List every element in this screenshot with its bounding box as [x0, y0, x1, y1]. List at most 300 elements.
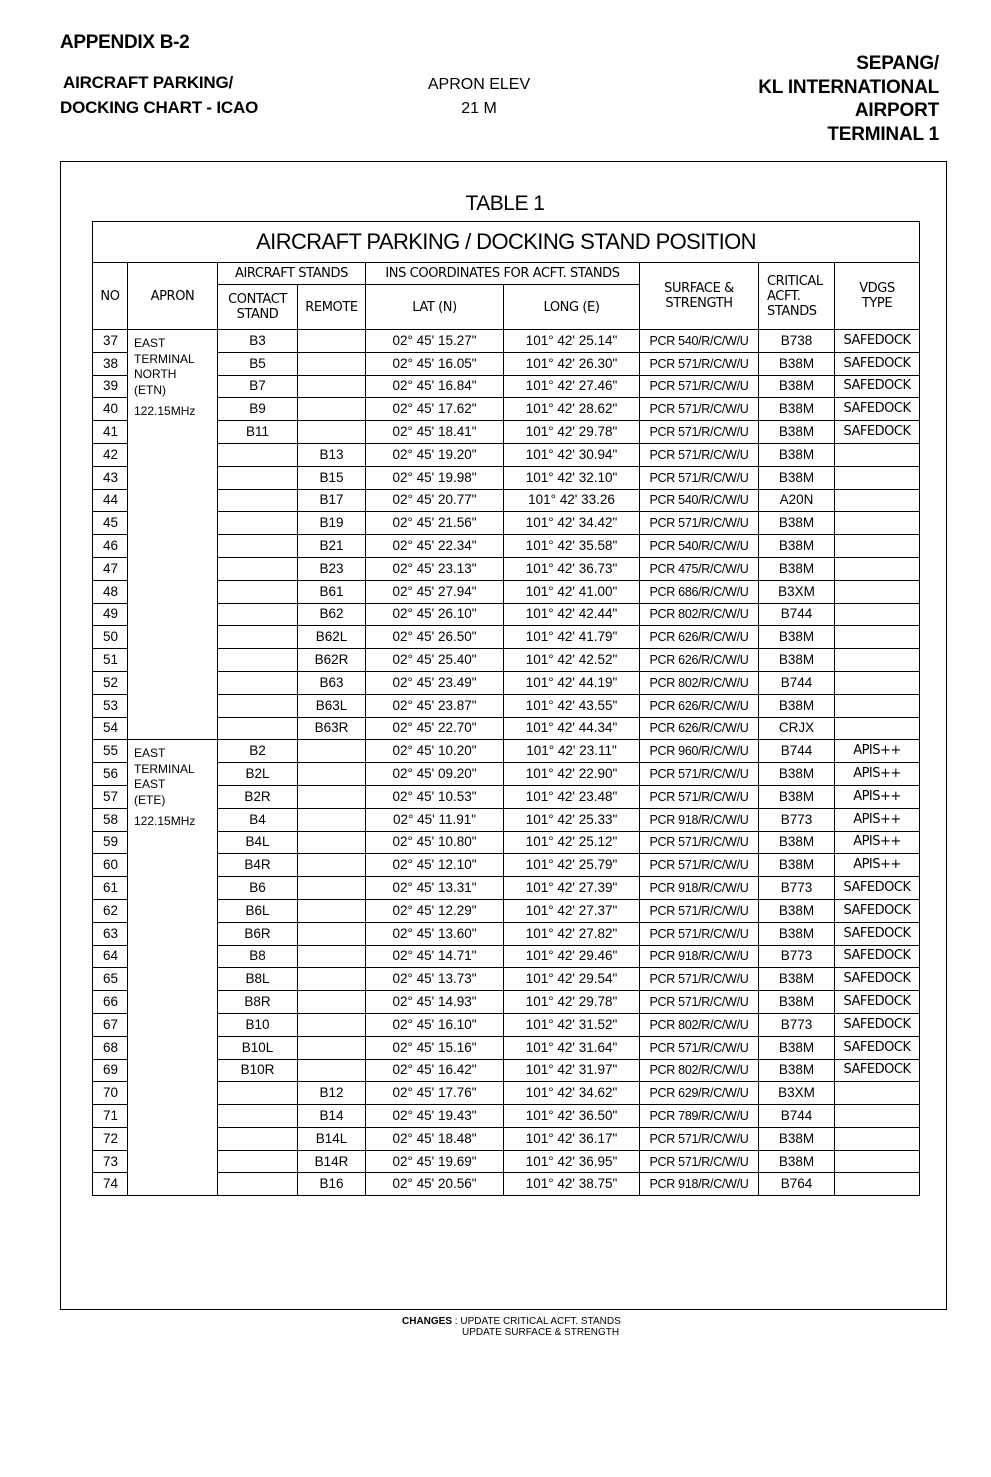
stand-number: 47: [93, 557, 128, 580]
cell-lat: 02° 45' 27.94": [366, 580, 504, 603]
cell-lat: 02° 45' 15.27": [366, 330, 504, 353]
cell-surface: PCR 571/R/C/W/U: [640, 398, 759, 421]
cell-remote: [298, 785, 366, 808]
cell-contact: B7: [218, 375, 298, 398]
cell-remote: B62: [298, 603, 366, 626]
cell-surface: PCR 571/R/C/W/U: [640, 831, 759, 854]
cell-surface: PCR 571/R/C/W/U: [640, 1150, 759, 1173]
cell-critical: B38M: [759, 854, 835, 877]
cell-contact: [218, 1150, 298, 1173]
cell-critical: B38M: [759, 649, 835, 672]
cell-vdgs: [835, 489, 920, 512]
cell-vdgs: [835, 580, 920, 603]
cell-contact: [218, 1082, 298, 1105]
cell-surface: PCR 571/R/C/W/U: [640, 421, 759, 444]
cell-long: 101° 42' 31.52": [504, 1013, 640, 1036]
cell-long: 101° 42' 23.48": [504, 785, 640, 808]
cell-long: 101° 42' 25.12": [504, 831, 640, 854]
cell-lat: 02° 45' 12.29": [366, 899, 504, 922]
cell-contact: B8L: [218, 968, 298, 991]
cell-remote: [298, 1013, 366, 1036]
cell-contact: B4R: [218, 854, 298, 877]
cell-critical: B744: [759, 603, 835, 626]
cell-vdgs: [835, 466, 920, 489]
cell-vdgs: APIS++: [835, 831, 920, 854]
cell-critical: B38M: [759, 375, 835, 398]
cell-vdgs: APIS++: [835, 763, 920, 786]
cell-remote: [298, 899, 366, 922]
stand-number: 42: [93, 443, 128, 466]
cell-remote: B13: [298, 443, 366, 466]
cell-long: 101° 42' 32.10": [504, 466, 640, 489]
cell-remote: [298, 763, 366, 786]
cell-critical: B38M: [759, 626, 835, 649]
cell-remote: B14R: [298, 1150, 366, 1173]
cell-long: 101° 42' 29.46": [504, 945, 640, 968]
apron-name-line: EAST: [134, 336, 166, 350]
col-header-critical: CRITICAL ACFT. STANDS: [759, 263, 835, 330]
cell-remote: [298, 740, 366, 763]
cell-vdgs: SAFEDOCK: [835, 991, 920, 1014]
col-header-lat: LAT (N): [366, 285, 504, 330]
stand-number: 52: [93, 671, 128, 694]
cell-long: 101° 42' 29.54": [504, 968, 640, 991]
cell-surface: PCR 626/R/C/W/U: [640, 717, 759, 740]
stand-number: 53: [93, 694, 128, 717]
cell-remote: B19: [298, 512, 366, 535]
cell-contact: B2L: [218, 763, 298, 786]
table-row: [93, 398, 920, 421]
cell-contact: B8: [218, 945, 298, 968]
table-row: [93, 717, 920, 740]
cell-contact: B10L: [218, 1036, 298, 1059]
stand-number: 41: [93, 421, 128, 444]
cell-critical: B38M: [759, 1059, 835, 1082]
cell-surface: PCR 540/R/C/W/U: [640, 330, 759, 353]
cell-lat: 02° 45' 19.69": [366, 1150, 504, 1173]
cell-critical: B773: [759, 945, 835, 968]
cell-contact: [218, 649, 298, 672]
stand-number: 55: [93, 740, 128, 763]
cell-contact: B2R: [218, 785, 298, 808]
cell-contact: [218, 489, 298, 512]
cell-lat: 02° 45' 20.56": [366, 1173, 504, 1196]
table-row: [93, 1127, 920, 1150]
cell-surface: PCR 571/R/C/W/U: [640, 375, 759, 398]
cell-critical: B38M: [759, 968, 835, 991]
cell-long: 101° 42' 23.11": [504, 740, 640, 763]
cell-contact: [218, 1173, 298, 1196]
cell-contact: [218, 535, 298, 558]
table-row: [93, 489, 920, 512]
cell-vdgs: SAFEDOCK: [835, 375, 920, 398]
stand-number: 51: [93, 649, 128, 672]
cell-contact: B6R: [218, 922, 298, 945]
cell-remote: B21: [298, 535, 366, 558]
cell-vdgs: SAFEDOCK: [835, 945, 920, 968]
cell-lat: 02° 45' 19.20": [366, 443, 504, 466]
cell-surface: PCR 802/R/C/W/U: [640, 1059, 759, 1082]
cell-remote: B17: [298, 489, 366, 512]
col-header-remote: REMOTE: [298, 285, 366, 330]
cell-lat: 02° 45' 19.98": [366, 466, 504, 489]
cell-vdgs: [835, 443, 920, 466]
cell-lat: 02° 45' 17.62": [366, 398, 504, 421]
cell-vdgs: [835, 603, 920, 626]
cell-remote: B62L: [298, 626, 366, 649]
cell-critical: B38M: [759, 831, 835, 854]
stand-number: 67: [93, 1013, 128, 1036]
cell-remote: [298, 375, 366, 398]
changes-note: [402, 1316, 621, 1338]
col-header-aircraft-stands: AIRCRAFT STANDS: [218, 263, 366, 285]
cell-lat: 02° 45' 22.34": [366, 535, 504, 558]
cell-critical: B38M: [759, 557, 835, 580]
cell-surface: PCR 571/R/C/W/U: [640, 443, 759, 466]
cell-vdgs: [835, 1127, 920, 1150]
cell-lat: 02° 45' 14.93": [366, 991, 504, 1014]
cell-critical: CRJX: [759, 717, 835, 740]
cell-remote: B63: [298, 671, 366, 694]
cell-critical: B38M: [759, 694, 835, 717]
apron-cell: [128, 330, 218, 740]
table-row: [93, 352, 920, 375]
cell-vdgs: [835, 671, 920, 694]
chart-title: [60, 70, 258, 120]
stand-number: 45: [93, 512, 128, 535]
cell-long: 101° 42' 27.39": [504, 877, 640, 900]
cell-long: 101° 42' 34.62": [504, 1082, 640, 1105]
cell-critical: B38M: [759, 398, 835, 421]
airport-name: [758, 52, 939, 146]
cell-lat: 02° 45' 20.77": [366, 489, 504, 512]
changes-line2: UPDATE SURFACE & STRENGTH: [462, 1327, 620, 1338]
changes-line1: : UPDATE CRITICAL ACFT. STANDS: [454, 1316, 621, 1327]
cell-contact: B9: [218, 398, 298, 421]
cell-long: 101° 42' 25.79": [504, 854, 640, 877]
cell-lat: 02° 45' 25.40": [366, 649, 504, 672]
cell-contact: [218, 512, 298, 535]
cell-remote: B14L: [298, 1127, 366, 1150]
apron-frequency: 122.15MHz: [134, 404, 196, 418]
cell-vdgs: [835, 694, 920, 717]
cell-long: 101° 42' 36.50": [504, 1105, 640, 1128]
cell-vdgs: APIS++: [835, 740, 920, 763]
cell-lat: 02° 45' 23.49": [366, 671, 504, 694]
cell-lat: 02° 45' 13.60": [366, 922, 504, 945]
table-row: [93, 831, 920, 854]
cell-lat: 02° 45' 21.56": [366, 512, 504, 535]
airport-line4: TERMINAL 1: [827, 123, 939, 145]
cell-long: 101° 42' 29.78": [504, 991, 640, 1014]
cell-remote: [298, 808, 366, 831]
cell-surface: PCR 571/R/C/W/U: [640, 352, 759, 375]
apron-elev-label: APRON ELEV: [427, 76, 531, 93]
cell-long: 101° 42' 25.14": [504, 330, 640, 353]
cell-contact: B4: [218, 808, 298, 831]
cell-critical: B38M: [759, 421, 835, 444]
stand-number: 50: [93, 626, 128, 649]
stand-position-table: [92, 221, 920, 1196]
apron-name-line: EAST: [134, 777, 166, 792]
cell-long: 101° 42' 44.19": [504, 671, 640, 694]
table-row: [93, 785, 920, 808]
cell-remote: B14: [298, 1105, 366, 1128]
apron-name-line: NORTH: [134, 367, 177, 381]
cell-remote: [298, 398, 366, 421]
cell-lat: 02° 45' 10.53": [366, 785, 504, 808]
cell-surface: PCR 802/R/C/W/U: [640, 603, 759, 626]
cell-long: 101° 42' 31.97": [504, 1059, 640, 1082]
cell-vdgs: [835, 717, 920, 740]
cell-vdgs: [835, 649, 920, 672]
cell-contact: [218, 443, 298, 466]
cell-long: 101° 42' 26.30": [504, 352, 640, 375]
cell-lat: 02° 45' 09.20": [366, 763, 504, 786]
stand-number: 64: [93, 945, 128, 968]
stand-number: 69: [93, 1059, 128, 1082]
cell-surface: PCR 571/R/C/W/U: [640, 1036, 759, 1059]
cell-surface: PCR 802/R/C/W/U: [640, 1013, 759, 1036]
cell-remote: B63R: [298, 717, 366, 740]
col-header-no: NO: [93, 263, 128, 330]
cell-critical: B738: [759, 330, 835, 353]
stand-number: 37: [93, 330, 128, 353]
cell-critical: B3XM: [759, 1082, 835, 1105]
airport-line2: KL INTERNATIONAL: [758, 76, 939, 98]
cell-contact: [218, 603, 298, 626]
cell-remote: B62R: [298, 649, 366, 672]
table-row: [93, 1150, 920, 1173]
cell-contact: B4L: [218, 831, 298, 854]
cell-lat: 02° 45' 19.43": [366, 1105, 504, 1128]
table-row: [93, 945, 920, 968]
chart-title-line2: DOCKING CHART - ICAO: [60, 98, 259, 117]
cell-lat: 02° 45' 16.10": [366, 1013, 504, 1036]
stand-number: 66: [93, 991, 128, 1014]
cell-contact: [218, 671, 298, 694]
cell-critical: B38M: [759, 1150, 835, 1173]
table-row: [93, 626, 920, 649]
cell-long: 101° 42' 27.46": [504, 375, 640, 398]
cell-critical: B773: [759, 1013, 835, 1036]
cell-vdgs: SAFEDOCK: [835, 877, 920, 900]
cell-remote: [298, 1036, 366, 1059]
cell-surface: PCR 571/R/C/W/U: [640, 854, 759, 877]
cell-contact: B11: [218, 421, 298, 444]
cell-lat: 02° 45' 26.10": [366, 603, 504, 626]
cell-long: 101° 42' 27.82": [504, 922, 640, 945]
cell-critical: B38M: [759, 1036, 835, 1059]
stand-number: 73: [93, 1150, 128, 1173]
cell-lat: 02° 45' 23.13": [366, 557, 504, 580]
cell-surface: PCR 626/R/C/W/U: [640, 649, 759, 672]
cell-critical: B38M: [759, 535, 835, 558]
table-label: TABLE 1: [465, 192, 545, 215]
cell-critical: B38M: [759, 899, 835, 922]
cell-surface: PCR 686/R/C/W/U: [640, 580, 759, 603]
apron-elev-value: 21 M: [461, 100, 497, 117]
cell-long: 101° 42' 43.55": [504, 694, 640, 717]
table-row: [93, 922, 920, 945]
cell-lat: 02° 45' 14.71": [366, 945, 504, 968]
cell-long: 101° 42' 35.58": [504, 535, 640, 558]
cell-remote: [298, 854, 366, 877]
table-row: [93, 466, 920, 489]
table-row: [93, 1173, 920, 1196]
chart-title-line1: AIRCRAFT PARKING/: [63, 73, 234, 92]
cell-contact: [218, 626, 298, 649]
stand-number: 71: [93, 1105, 128, 1128]
col-header-apron: APRON: [128, 263, 218, 330]
cell-surface: PCR 540/R/C/W/U: [640, 489, 759, 512]
table-row: [93, 899, 920, 922]
stand-number: 38: [93, 352, 128, 375]
cell-critical: B744: [759, 671, 835, 694]
cell-contact: [218, 717, 298, 740]
cell-lat: 02° 45' 18.48": [366, 1127, 504, 1150]
table-row: [93, 1082, 920, 1105]
table-row: [93, 694, 920, 717]
cell-vdgs: APIS++: [835, 854, 920, 877]
stand-number: 57: [93, 785, 128, 808]
cell-critical: B38M: [759, 785, 835, 808]
cell-long: 101° 42' 36.17": [504, 1127, 640, 1150]
cell-vdgs: SAFEDOCK: [835, 398, 920, 421]
cell-vdgs: SAFEDOCK: [835, 421, 920, 444]
cell-surface: PCR 475/R/C/W/U: [640, 557, 759, 580]
cell-surface: PCR 571/R/C/W/U: [640, 968, 759, 991]
cell-long: 101° 42' 30.94": [504, 443, 640, 466]
table-row: [93, 1105, 920, 1128]
cell-remote: B15: [298, 466, 366, 489]
cell-contact: B5: [218, 352, 298, 375]
cell-surface: PCR 571/R/C/W/U: [640, 466, 759, 489]
table-row: [93, 740, 920, 763]
airport-line1: SEPANG/: [856, 53, 939, 74]
cell-long: 101° 42' 22.90": [504, 763, 640, 786]
cell-long: 101° 42' 36.95": [504, 1150, 640, 1173]
cell-surface: PCR 626/R/C/W/U: [640, 694, 759, 717]
cell-contact: [218, 694, 298, 717]
cell-remote: [298, 831, 366, 854]
cell-vdgs: [835, 1150, 920, 1173]
cell-lat: 02° 45' 10.80": [366, 831, 504, 854]
cell-critical: B3XM: [759, 580, 835, 603]
cell-vdgs: [835, 1173, 920, 1196]
cell-vdgs: SAFEDOCK: [835, 1013, 920, 1036]
cell-long: 101° 42' 44.34": [504, 717, 640, 740]
stand-number: 60: [93, 854, 128, 877]
cell-remote: B23: [298, 557, 366, 580]
cell-remote: [298, 330, 366, 353]
cell-lat: 02° 45' 26.50": [366, 626, 504, 649]
table-row: [93, 375, 920, 398]
col-header-long: LONG (E): [504, 285, 640, 330]
stand-number: 61: [93, 877, 128, 900]
apron-name-line: TERMINAL: [134, 351, 195, 366]
cell-contact: B8R: [218, 991, 298, 1014]
cell-remote: B61: [298, 580, 366, 603]
cell-lat: 02° 45' 17.76": [366, 1082, 504, 1105]
cell-vdgs: SAFEDOCK: [835, 968, 920, 991]
cell-long: 101° 42' 38.75": [504, 1173, 640, 1196]
cell-remote: [298, 352, 366, 375]
cell-surface: PCR 571/R/C/W/U: [640, 899, 759, 922]
apron-name-line: (ETE): [134, 792, 166, 807]
cell-critical: B38M: [759, 352, 835, 375]
cell-critical: B773: [759, 877, 835, 900]
cell-remote: [298, 877, 366, 900]
cell-remote: [298, 968, 366, 991]
cell-remote: B63L: [298, 694, 366, 717]
apron-frequency: 122.15MHz: [134, 814, 196, 829]
col-header-surface: SURFACE & STRENGTH: [640, 263, 759, 330]
table-row: [93, 603, 920, 626]
cell-lat: 02° 45' 10.20": [366, 740, 504, 763]
apron-cell: [128, 740, 218, 1196]
cell-vdgs: SAFEDOCK: [835, 1059, 920, 1082]
stand-number: 72: [93, 1127, 128, 1150]
cell-surface: PCR 918/R/C/W/U: [640, 808, 759, 831]
cell-long: 101° 42' 34.42": [504, 512, 640, 535]
cell-vdgs: [835, 557, 920, 580]
stand-number: 48: [93, 580, 128, 603]
cell-lat: 02° 45' 16.84": [366, 375, 504, 398]
appendix-label: [60, 32, 189, 54]
stand-number: 65: [93, 968, 128, 991]
cell-surface: PCR 571/R/C/W/U: [640, 991, 759, 1014]
stand-number: 74: [93, 1173, 128, 1196]
cell-vdgs: [835, 512, 920, 535]
cell-surface: PCR 960/R/C/W/U: [640, 740, 759, 763]
table-caption: AIRCRAFT PARKING / DOCKING STAND POSITION: [93, 222, 920, 263]
cell-long: 101° 42' 41.79": [504, 626, 640, 649]
apron-name-line: EAST: [134, 746, 166, 761]
cell-lat: 02° 45' 15.16": [366, 1036, 504, 1059]
stand-number: 44: [93, 489, 128, 512]
cell-remote: [298, 991, 366, 1014]
stand-number: 40: [93, 398, 128, 421]
cell-vdgs: [835, 535, 920, 558]
cell-critical: B744: [759, 740, 835, 763]
appendix-title: APPENDIX B-2: [60, 32, 190, 53]
cell-remote: [298, 1059, 366, 1082]
cell-contact: B10: [218, 1013, 298, 1036]
cell-critical: B38M: [759, 1127, 835, 1150]
cell-contact: B6: [218, 877, 298, 900]
cell-surface: PCR 789/R/C/W/U: [640, 1105, 759, 1128]
cell-surface: PCR 571/R/C/W/U: [640, 763, 759, 786]
stand-number: 39: [93, 375, 128, 398]
cell-surface: PCR 918/R/C/W/U: [640, 945, 759, 968]
table-row: [93, 1013, 920, 1036]
stand-number: 58: [93, 808, 128, 831]
table-row: [93, 580, 920, 603]
cell-critical: B38M: [759, 991, 835, 1014]
col-header-ins-coordinates: INS COORDINATES FOR ACFT. STANDS: [366, 263, 640, 285]
cell-lat: 02° 45' 18.41": [366, 421, 504, 444]
cell-surface: PCR 571/R/C/W/U: [640, 785, 759, 808]
apron-name-line: (ETN): [134, 382, 166, 397]
cell-contact: [218, 1105, 298, 1128]
changes-label: CHANGES: [402, 1316, 453, 1327]
cell-long: 101° 42' 36.73": [504, 557, 640, 580]
stand-number: 43: [93, 466, 128, 489]
cell-long: 101° 42' 41.00": [504, 580, 640, 603]
stand-number: 56: [93, 763, 128, 786]
cell-remote: B16: [298, 1173, 366, 1196]
